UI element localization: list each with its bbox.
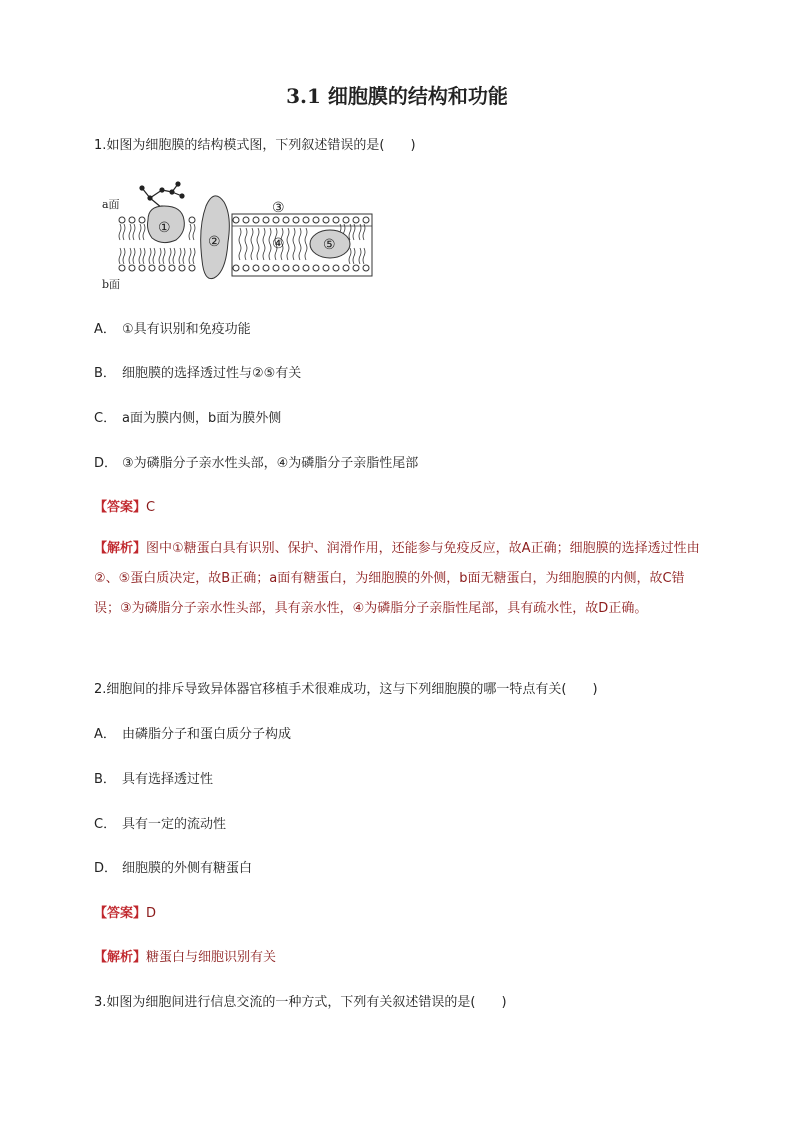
q2-option-d: [94, 857, 252, 876]
q2-answer: [94, 902, 156, 921]
option-text: a面为膜内侧，b面为膜外侧: [122, 411, 282, 426]
option-text: 由磷脂分子和蛋白质分子构成: [122, 727, 292, 742]
option-text: ③为磷脂分子亲水性头部，④为磷脂分子亲脂性尾部: [122, 456, 419, 471]
analysis-tag: 【解析】: [94, 541, 147, 556]
q1-option-d: [94, 452, 418, 471]
q2-analysis: [94, 946, 276, 965]
answer-tag: 【答案】: [94, 906, 147, 921]
label-a-side: a面: [102, 198, 120, 211]
answer-tag: 【答案】: [94, 500, 147, 515]
marker-1: ①: [158, 220, 171, 236]
q1-option-a: [94, 318, 251, 337]
option-letter: A．: [94, 727, 116, 742]
option-letter: A．: [94, 322, 116, 337]
page-title: 3.1 细胞膜的结构和功能: [286, 84, 508, 108]
phospholipid-heads-bottom: [119, 265, 369, 271]
q1-analysis: [94, 534, 706, 624]
label-b-side: b面: [102, 278, 121, 291]
q2-option-b: [94, 768, 213, 787]
marker-4: ④: [272, 236, 285, 252]
option-letter: C．: [94, 817, 117, 832]
option-letter: D．: [94, 861, 118, 876]
option-text: ①具有识别和免疫功能: [122, 322, 251, 337]
answer-value: C: [146, 500, 156, 515]
option-letter: B．: [94, 772, 116, 787]
analysis-tag: 【解析】: [94, 950, 147, 965]
option-text: 细胞膜的外侧有糖蛋白: [122, 861, 253, 876]
question-1-stem: 1.如图为细胞膜的结构模式图，下列叙述错误的是( ): [94, 138, 416, 153]
q2-option-c: [94, 813, 226, 832]
q2-option-a: [94, 723, 291, 742]
q1-answer: [94, 496, 155, 515]
q1-option-c: [94, 407, 281, 426]
analysis-text: 糖蛋白与细胞识别有关: [146, 950, 277, 965]
option-letter: C．: [94, 411, 117, 426]
option-text: 具有一定的流动性: [122, 817, 227, 832]
cell-membrane-figure: [100, 176, 380, 296]
question-2-stem: 2.细胞间的排斥导致异体器官移植手术很难成功，这与下列细胞膜的哪一特点有关( ): [94, 682, 598, 697]
answer-value: D: [146, 906, 157, 921]
analysis-text: 图中①糖蛋白具有识别、保护、润滑作用，还能参与免疫反应，故A正确；细胞膜的选择透过性由②、⑤蛋白质决定，故B正确；a面有糖蛋白，为细胞膜的外侧，b面无糖蛋白，为细胞膜的内侧，故C错误；③为磷脂分子亲水性头部，具有亲水性，④为磷脂分子亲脂性尾部，具有疏水性，故D正确。: [94, 541, 700, 616]
marker-5: ⑤: [323, 237, 336, 253]
option-text: 具有选择透过性: [122, 772, 214, 787]
q1-option-b: [94, 362, 301, 381]
option-letter: D．: [94, 456, 118, 471]
option-text: 细胞膜的选择透过性与②⑤有关: [122, 366, 302, 381]
question-3-stem: 3.如图为细胞间进行信息交流的一种方式，下列有关叙述错误的是( ): [94, 995, 507, 1010]
option-letter: B．: [94, 366, 116, 381]
marker-2: ②: [208, 234, 221, 250]
marker-3: ③: [272, 200, 285, 216]
